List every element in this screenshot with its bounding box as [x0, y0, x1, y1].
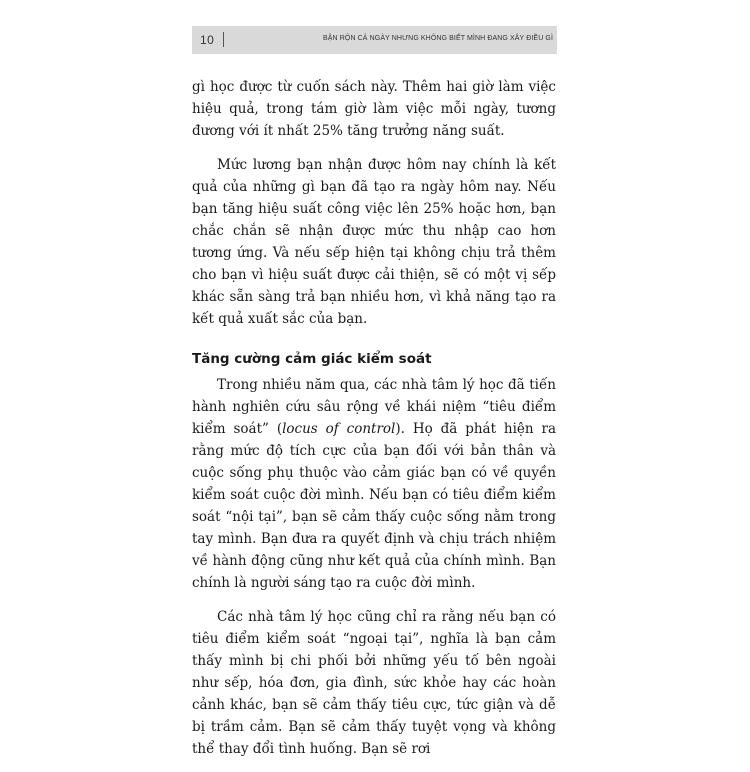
paragraph-locus-of-control [192, 374, 556, 594]
paragraph-external-locus: Các nhà tâm lý học cũng chỉ ra rằng nếu bạn có tiêu điểm kiểm soát “ngoại tại”, nghĩa là bạn cảm thấy mình bị chi phối bởi những yếu tố bên ngoài như sếp, hóa đơn, gia đình, sức khỏe hay các hoàn cảnh khác, bạn sẽ cảm thấy tiêu cực, tức giận và dễ bị trầm cảm. Bạn sẽ cảm thấy tuyệt vọng và không thể thay đổi tình huống. Bạn sẽ rơi [192, 609, 556, 757]
paragraph-text-end: ). Họ đã phát hiện ra rằng mức độ tích cực của bạn đối với bản thân và cuộc sống phụ thuộc vào cảm giác bạn có về quyền kiểm soát cuộc đời mình. Nếu bạn có tiêu điểm kiểm soát “nội tại”, bạn sẽ cảm thấy cuộc sống nằm trong tay mình. Bạn đưa ra quyết định và chịu trách nhiệm về hành động cũng như kết quả của chính mình. Bạn chính là người sáng tạo ra cuộc đời mình. [192, 421, 556, 591]
page-number: 10 [200, 33, 215, 47]
running-header [192, 26, 557, 54]
paragraph-salary: Mức lương bạn nhận được hôm nay chính là kết quả của những gì bạn đã tạo ra ngày hôm nay. Nếu bạn tăng hiệu suất công việc lên 25% hoặc hơn, bạn chắc chắn sẽ nhận được mức thu nhập cao hơn tương ứng. Và nếu sếp hiện tại không chịu trả thêm cho bạn vì hiệu suất được cải thiện, sẽ có một vị sếp khác sẵn sàng trả bạn nhiều hơn, vì khả năng tạo ra kết quả xuất sắc của bạn. [192, 157, 556, 327]
section-heading: Tăng cường cảm giác kiểm soát [192, 351, 432, 367]
italic-term: locus of control [282, 421, 396, 437]
running-title: BẬN RỘN CẢ NGÀY NHƯNG KHÔNG BIẾT MÌNH ĐANG XÂY ĐIỀU GÌ [323, 35, 553, 42]
paragraph-text-start: Trong nhiều năm qua, các nhà tâm lý học đã tiến hành nghiên cứu sâu rộng về khái niệm “tiêu điểm kiểm soát” ( [192, 377, 556, 437]
body-text [192, 76, 556, 772]
header-divider [223, 32, 224, 47]
paragraph-continued: gì học được từ cuốn sách này. Thêm hai giờ làm việc hiệu quả, trong tám giờ làm việc mỗi ngày, tương đương với ít nhất 25% tăng trưởng năng suất. [192, 79, 556, 139]
